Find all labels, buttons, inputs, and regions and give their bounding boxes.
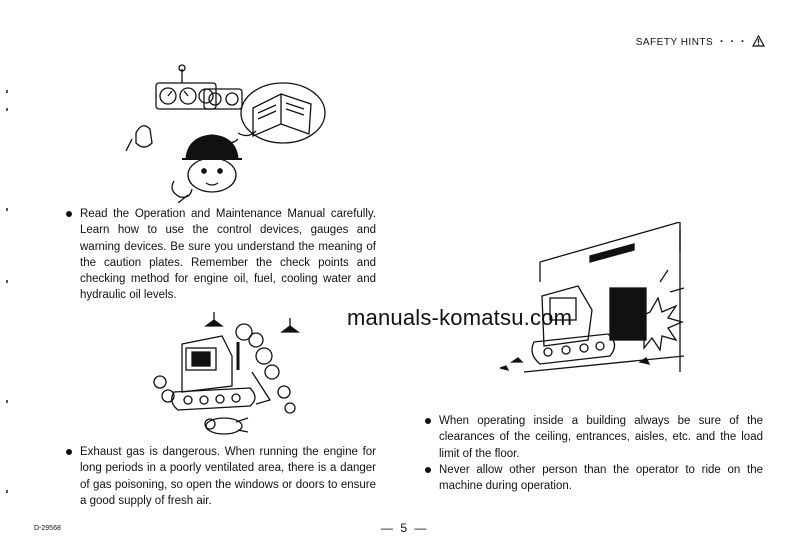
bullet-icon	[425, 418, 431, 424]
page-header	[636, 33, 765, 48]
list-item	[439, 462, 763, 495]
watermark-text: manuals-komatsu.com	[347, 305, 573, 330]
page-number: — 5 —	[381, 521, 429, 535]
exhaust-gas-warning	[80, 444, 376, 509]
list-item	[80, 444, 376, 509]
no-riders-text: Never allow other person than the operator to ride on the machine during operation.	[439, 463, 763, 493]
header-title: SAFETY HINTS ・・・	[635, 37, 748, 48]
dozer-building-illustration	[500, 222, 688, 384]
list-item	[439, 413, 763, 462]
exhaust-gas-illustration	[152, 312, 302, 440]
operator-reading-manual-illustration	[118, 63, 333, 203]
binding-margin-marks	[6, 90, 8, 510]
bullet-icon	[66, 211, 72, 217]
exhaust-text: Exhaust gas is dangerous. When running the engine for long periods in a poorly ventilated area, there is a danger of gas poisoning, so open the windows or doors to ensure a good supply of fresh air.	[80, 446, 376, 507]
document-code: D-29568	[34, 525, 61, 532]
building-clearance-text: When operating inside a building always be sure of the clearances of the ceiling, entrances, aisles, etc. and the load limit of the floor.	[439, 415, 763, 460]
list-item	[80, 206, 376, 304]
bullet-icon	[66, 449, 72, 455]
manual-instructions	[80, 206, 376, 304]
bullet-icon	[425, 467, 431, 473]
warning-triangle-icon	[752, 35, 765, 47]
manual-text: Read the Operation and Maintenance Manual carefully. Learn how to use the control devices, gauges and warning devices. Be sure you understand the meaning of the caution plates. Remember the check points and checking method for engine oil, fuel, cooling water and hydraulic oil levels.	[80, 208, 376, 302]
building-safety-instructions	[439, 413, 763, 494]
